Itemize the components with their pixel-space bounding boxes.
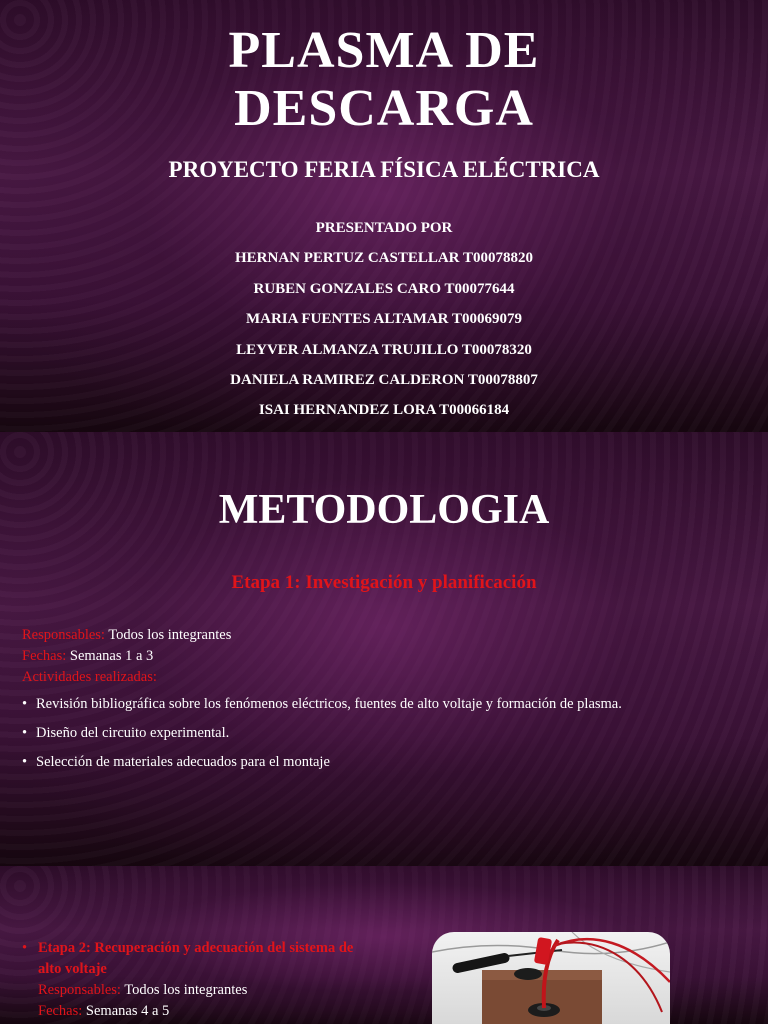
main-title-line1: PLASMA DE <box>228 22 540 79</box>
activity-text: Revisión bibliográfica sobre los fenómenos eléctricos, fuentes de alto voltaje y formación de plasma. <box>36 696 622 712</box>
stage1-info <box>22 625 231 688</box>
responsables-value: Todos los integrantes <box>104 627 232 643</box>
circuit-photo <box>432 932 670 1024</box>
stage2-info <box>22 938 362 1022</box>
presenter-item: MARIA FUENTES ALTAMAR T00069079 <box>245 311 522 328</box>
presented-by-label: PRESENTADO POR <box>315 220 453 236</box>
presenter-item: DANIELA RAMIREZ CALDERON T00078807 <box>230 371 538 388</box>
main-title-line2: DESCARGA <box>234 80 534 137</box>
bullet-icon: • <box>22 725 28 741</box>
responsables-row <box>38 980 362 1001</box>
activity-item <box>22 723 622 752</box>
fechas-row <box>22 646 231 667</box>
presenter-item: HERNAN PERTUZ CASTELLAR T00078820 <box>235 250 533 267</box>
bullet-icon: • <box>22 696 28 712</box>
fechas-label: Fechas: <box>38 1003 83 1019</box>
responsables-label: Responsables: <box>38 982 121 998</box>
fechas-value: Semanas 4 a 5 <box>82 1003 170 1019</box>
stage2-slide <box>0 866 768 1024</box>
fechas-row <box>38 1001 362 1022</box>
fechas-value: Semanas 1 a 3 <box>66 648 154 664</box>
main-title <box>0 22 768 138</box>
terminal <box>514 968 542 980</box>
methodology-title: METODOLOGIA <box>218 487 550 533</box>
stage2-title: Etapa 2: Recuperación y adecuación del sistema de alto voltaje <box>38 940 354 977</box>
circuit-photo-illustration <box>432 932 670 1024</box>
activity-text: Selección de materiales adecuados para el montaje <box>36 754 330 770</box>
bullet-icon: • <box>22 754 28 770</box>
presenter-item: ISAI HERNANDEZ LORA T00066184 <box>258 402 510 419</box>
actividades-label: Actividades realizadas: <box>22 669 157 685</box>
actividades-row <box>22 667 231 688</box>
activity-item <box>22 752 622 781</box>
stage2-content <box>38 938 362 1022</box>
responsables-label: Responsables: <box>22 627 105 643</box>
activity-text: Diseño del circuito experimental. <box>36 725 230 741</box>
presenter-item: RUBEN GONZALES CARO T00077644 <box>253 280 515 297</box>
fechas-label: Fechas: <box>22 648 67 664</box>
presenters-list <box>0 215 768 428</box>
subtitle: PROYECTO FERIA FÍSICA ELÉCTRICA <box>168 157 600 182</box>
activity-item <box>22 694 622 723</box>
activities-list <box>22 694 622 781</box>
responsables-value: Todos los integrantes <box>120 982 248 998</box>
presenter-item: LEYVER ALMANZA TRUJILLO T00078320 <box>236 341 532 358</box>
bullet-icon: • <box>22 940 28 956</box>
methodology-slide <box>0 432 768 866</box>
responsables-row <box>22 625 231 646</box>
title-slide <box>0 0 768 432</box>
stage1-title: Etapa 1: Investigación y planificación <box>231 572 537 593</box>
